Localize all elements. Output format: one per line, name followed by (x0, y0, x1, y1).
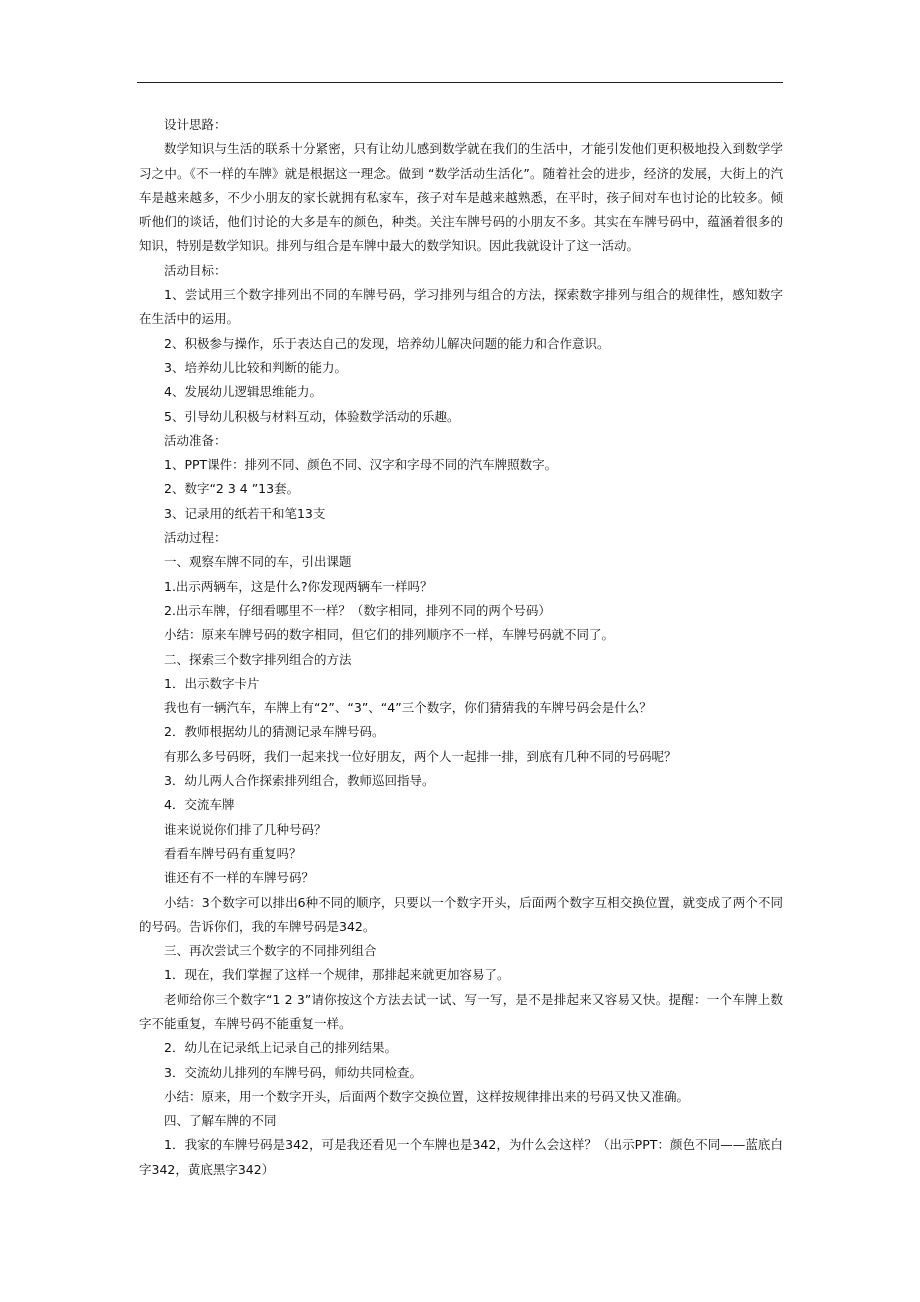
paragraph: 3、记录用的纸若干和笔13支 (164, 505, 326, 521)
paragraph: 4．交流车牌 (164, 797, 235, 813)
paragraph: 活动过程： (164, 530, 227, 546)
paragraph: 5、引导幼儿积极与材料互动，体验数学活动的乐趣。 (164, 408, 460, 424)
paragraph: 谁还有不一样的车牌号码？ (164, 870, 315, 886)
paragraph: 设计思路： (164, 117, 227, 132)
paragraph: 活动准备： (164, 432, 227, 448)
paragraph: 谁来说说你们排了几种号码？ (164, 821, 327, 837)
paragraph: 1、PPT课件：排列不同、颜色不同、汉字和字母不同的汽车牌照数字。 (164, 457, 558, 473)
paragraph: 1.出示两辆车，这是什么?你发现两辆车一样吗？ (164, 578, 433, 594)
paragraph: 3．交流幼儿排列的车牌号码，师幼共同检查。 (164, 1064, 422, 1080)
paragraph: 3、培养幼儿比较和判断的能力。 (164, 359, 347, 375)
paragraph: 2.出示车牌，仔细看哪里不一样？（数字相同，排列不同的两个号码） (164, 602, 551, 618)
paragraph: 1．出示数字卡片 (164, 675, 260, 691)
paragraph: 活动目标： (164, 262, 227, 278)
paragraph: 1．现在，我们掌握了这样一个规律，那排起来就更加容易了。 (164, 967, 510, 983)
paragraph: 我也有一辆汽车，车牌上有“2”、“3”、“4”三个数字，你们猜猜我的车牌号码会是什么？ (164, 700, 652, 716)
paragraph: 老师给你三个数字“1 2 3”请你按这个方法去试一试、写一写，是不是排起来又容易又快。提醒：一个车牌上数字不能重复，车牌号码不能重复一样。 (139, 991, 783, 1031)
paragraph: 4、发展幼儿逻辑思维能力。 (164, 384, 322, 400)
paragraph: 2、积极参与操作，乐于表达自己的发现，培养幼儿解决问题的能力和合作意识。 (164, 335, 610, 351)
paragraph: 2．教师根据幼儿的猜测记录车牌号码。 (164, 724, 385, 740)
paragraph: 2．幼儿在记录纸上记录自己的排列结果。 (164, 1040, 397, 1056)
paragraph: 看看车牌号码有重复吗？ (164, 845, 302, 861)
paragraph: 2、数字“2 3 4 ”13套。 (164, 481, 300, 497)
paragraph: 1、尝试用三个数字排列出不同的车牌号码，学习排列与组合的方法，探索数字排列与组合的规律性，感知数字在生活中的运用。 (139, 287, 783, 327)
paragraph: 一、观察车牌不同的车，引出课题 (164, 554, 352, 570)
paragraph: 四、了解车牌的不同 (164, 1113, 277, 1129)
paragraph: 小结：3个数字可以排出6种不同的顺序，只要以一个数字开头，后面两个数字互相交换位置，就变成了两个不同的号码。告诉你们，我的车牌号码是342。 (139, 894, 783, 934)
paragraph: 1．我家的车牌号码是342，可是我还看见一个车牌也是342，为什么会这样？（出示PPT：颜色不同——蓝底白字342，黄底黑字342） (139, 1137, 783, 1177)
paragraph: 3．幼儿两人合作探索排列组合，教师巡回指导。 (164, 773, 435, 789)
paragraph: 有那么多号码呀，我们一起来找一位好朋友，两个人一起排一排，到底有几种不同的号码呢？ (164, 748, 677, 764)
paragraph: 二、探索三个数字排列组合的方法 (164, 651, 352, 667)
paragraph: 小结：原来，用一个数字开头，后面两个数字交换位置，这样按规律排出来的号码又快又准确。 (164, 1088, 690, 1104)
header-rule (137, 82, 783, 83)
paragraph: 数学知识与生活的联系十分紧密，只有让幼儿感到数学就在我们的生活中，才能引发他们更积极地投入到数学学习之中。《不一样的车牌》就是根据这一理念。做到 “数学活动生活化”。随着社会的进步，经济的发展，大街上的汽车是越来越多，不少小朋友的家长就拥有私家车，孩子对车是越来越熟悉，在平时，孩子间对车也讨论的比较多。倾听他们的谈话，他们讨论的大多是车的颜色，种类。关注车牌号码的小朋友不多。其实在车牌号码中，蕴涵着很多的知识，特别是数学知识。排列与组合是车牌中最大的数学知识。因此我就设计了这一活动。 (139, 141, 783, 254)
paragraph: 三、再次尝试三个数字的不同排列组合 (164, 943, 377, 959)
document-body (139, 113, 783, 1182)
paragraph: 小结：原来车牌号码的数字相同，但它们的排列顺序不一样，车牌号码就不同了。 (164, 627, 615, 643)
